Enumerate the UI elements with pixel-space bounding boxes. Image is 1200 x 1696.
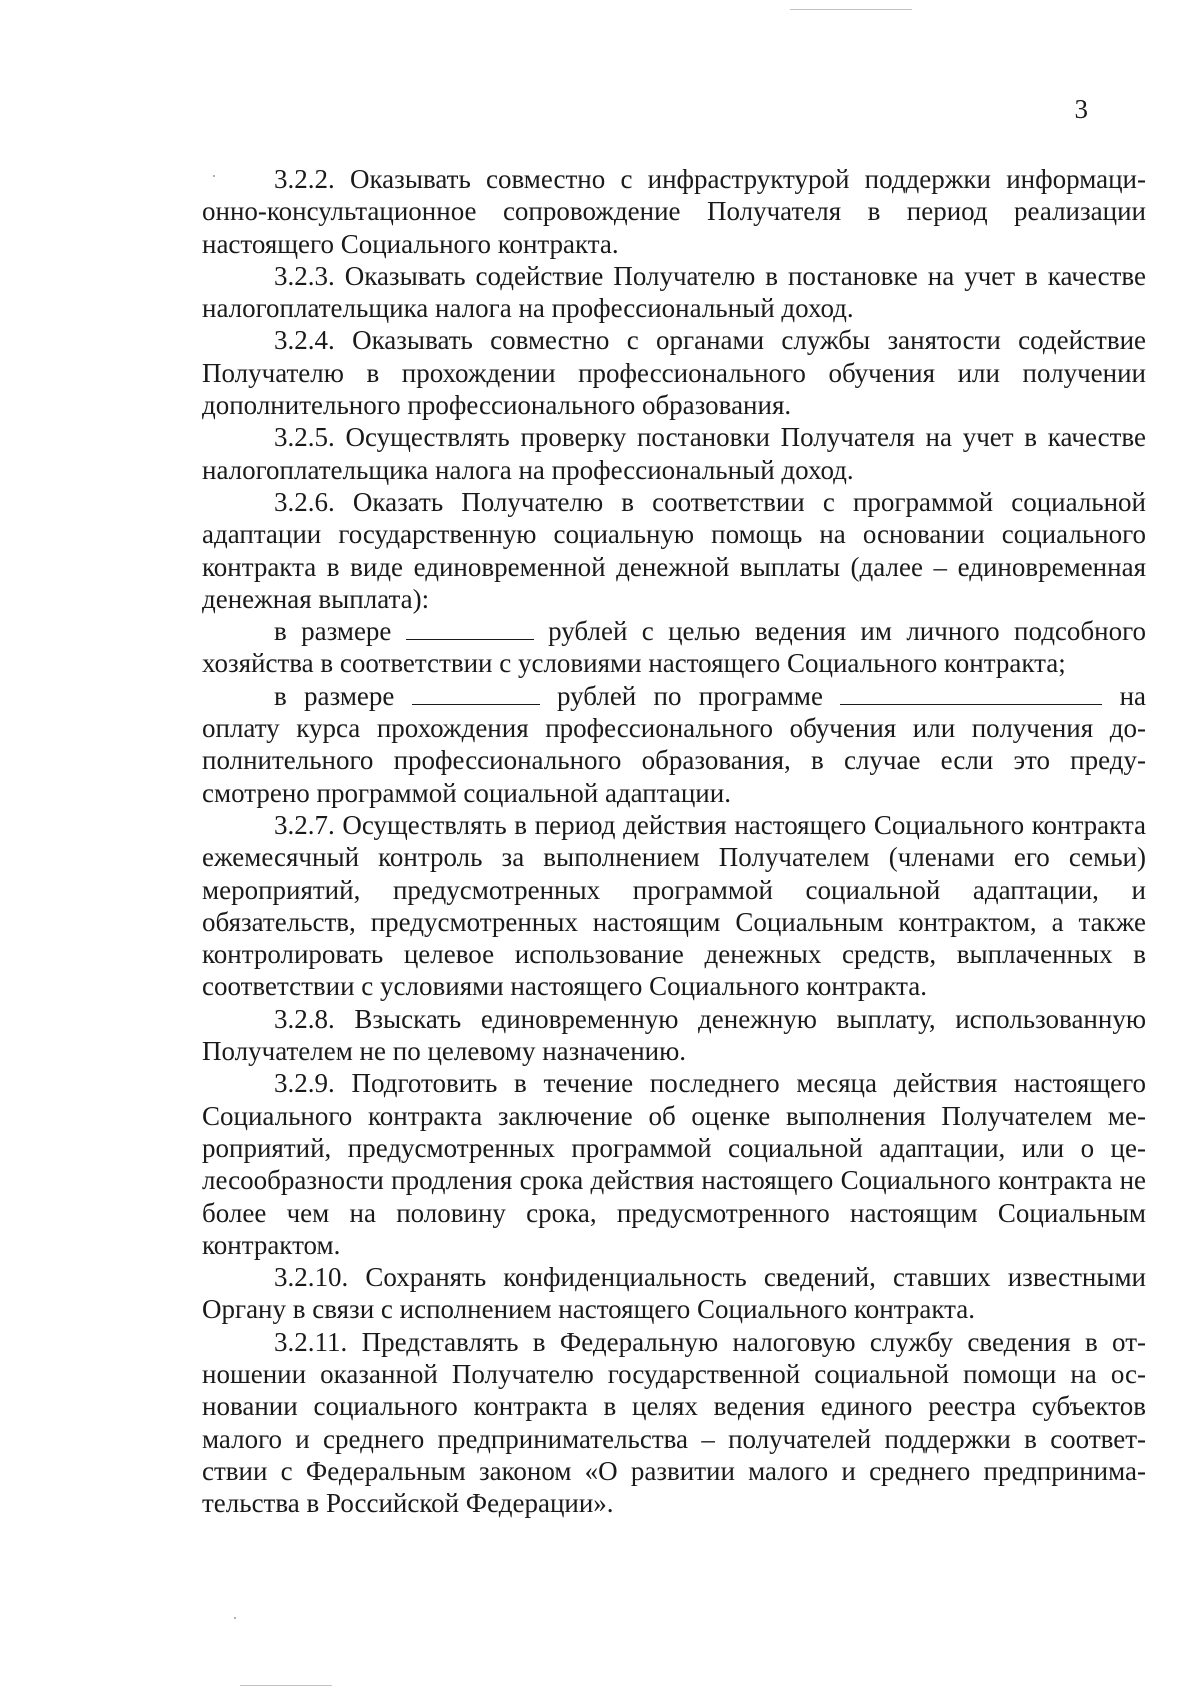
clause-3-2-2: 3.2.2. Оказывать совместно с инфраструктурой поддержки информационно-консультационное сопровождение Получателя в период реализации настоящего Социального контракта. bbox=[202, 164, 1146, 259]
amount-line-training bbox=[202, 680, 1146, 809]
clause-3-2-7: 3.2.7. Осуществлять в период действия настоящего Социального контракта ежемесячный контроль за выполнением Получателем (членами его семьи) мероприятий, предусмотренных программой социальной адаптации, и обязательств, предусмотренных настоящим Социальным контрактом, а также контролировать целевое использование денежных средств, выплаченных в соответствии с условиями настоящего Социального контракта. bbox=[202, 809, 1146, 1002]
clause-3-2-3: 3.2.3. Оказывать содействие Получателю в постановке на учет в качестве налогоплательщика налога на профессиональный доход. bbox=[202, 260, 1146, 324]
page-number: 3 bbox=[1074, 94, 1088, 124]
amount-prefix: в размере bbox=[274, 616, 392, 647]
clause-3-2-5: 3.2.5. Осуществлять проверку постановки Получателя на учет в качестве налогоплательщика налога на профессиональный доход. bbox=[202, 422, 1146, 485]
clause-3-2-11: 3.2.11. Представлять в Федеральную налоговую службу сведения в отношении оказанной Получателю государственной социальной помощи на основании социального контракта в целях ведения единого реестра субъектов малого и среднего предпринимательства – получателей поддержки в соответствии с Федеральным законом «О развитии малого и среднего предпринимательства в Российской Федерации». bbox=[202, 1326, 1146, 1519]
document-body bbox=[202, 163, 1146, 1519]
amount-blank-field bbox=[406, 619, 534, 640]
program-label: рублей по программе bbox=[557, 680, 823, 711]
program-blank-field bbox=[840, 684, 1102, 705]
clause-3-2-6: 3.2.6. Оказать Получателю в соответствии с программой социальной адаптации государственную социальную помощь на основании социального контракта в виде единовременной денежной выплаты (далее – единовременная денежная выплата): bbox=[202, 486, 1146, 614]
amount-line-household bbox=[202, 615, 1146, 680]
scan-artifact-line bbox=[240, 1685, 332, 1686]
amount-prefix: в размере bbox=[274, 680, 395, 711]
amount-description: рублей с целью ведения им личного подсобного хозяйства в соответствии с условиями настоящего Социального контракта; bbox=[202, 616, 1147, 679]
amount-description: на оплату курса прохождения профессионального обучения или получения дополнительного профессионального образования, в случае если это предусмотрено программой социальной адаптации. bbox=[202, 680, 1147, 808]
scan-artifact-line bbox=[790, 9, 912, 10]
clause-3-2-8: 3.2.8. Взыскать единовременную денежную выплату, использованную Получателем не по целевому назначению. bbox=[202, 1003, 1146, 1067]
clause-3-2-4: 3.2.4. Оказывать совместно с органами службы занятости содействие Получателю в прохождении профессионального обучения или получении дополнительного профессионального образования. bbox=[202, 325, 1146, 421]
scan-artifact-dot bbox=[234, 1617, 236, 1619]
amount-blank-field bbox=[412, 684, 540, 705]
clause-3-2-9: 3.2.9. Подготовить в течение последнего месяца действия настоящего Социального контракта заключение об оценке выполнения Получателем мероприятий, предусмотренных программой социальной адаптации, или о целесообразности продления срока действия настоящего Социального контракта не более чем на половину срока, предусмотренного настоящим Социальным контрактом. bbox=[202, 1068, 1146, 1260]
clause-3-2-10: 3.2.10. Сохранять конфиденциальность сведений, ставших известными Органу в связи с исполнением настоящего Социального контракта. bbox=[202, 1262, 1146, 1325]
